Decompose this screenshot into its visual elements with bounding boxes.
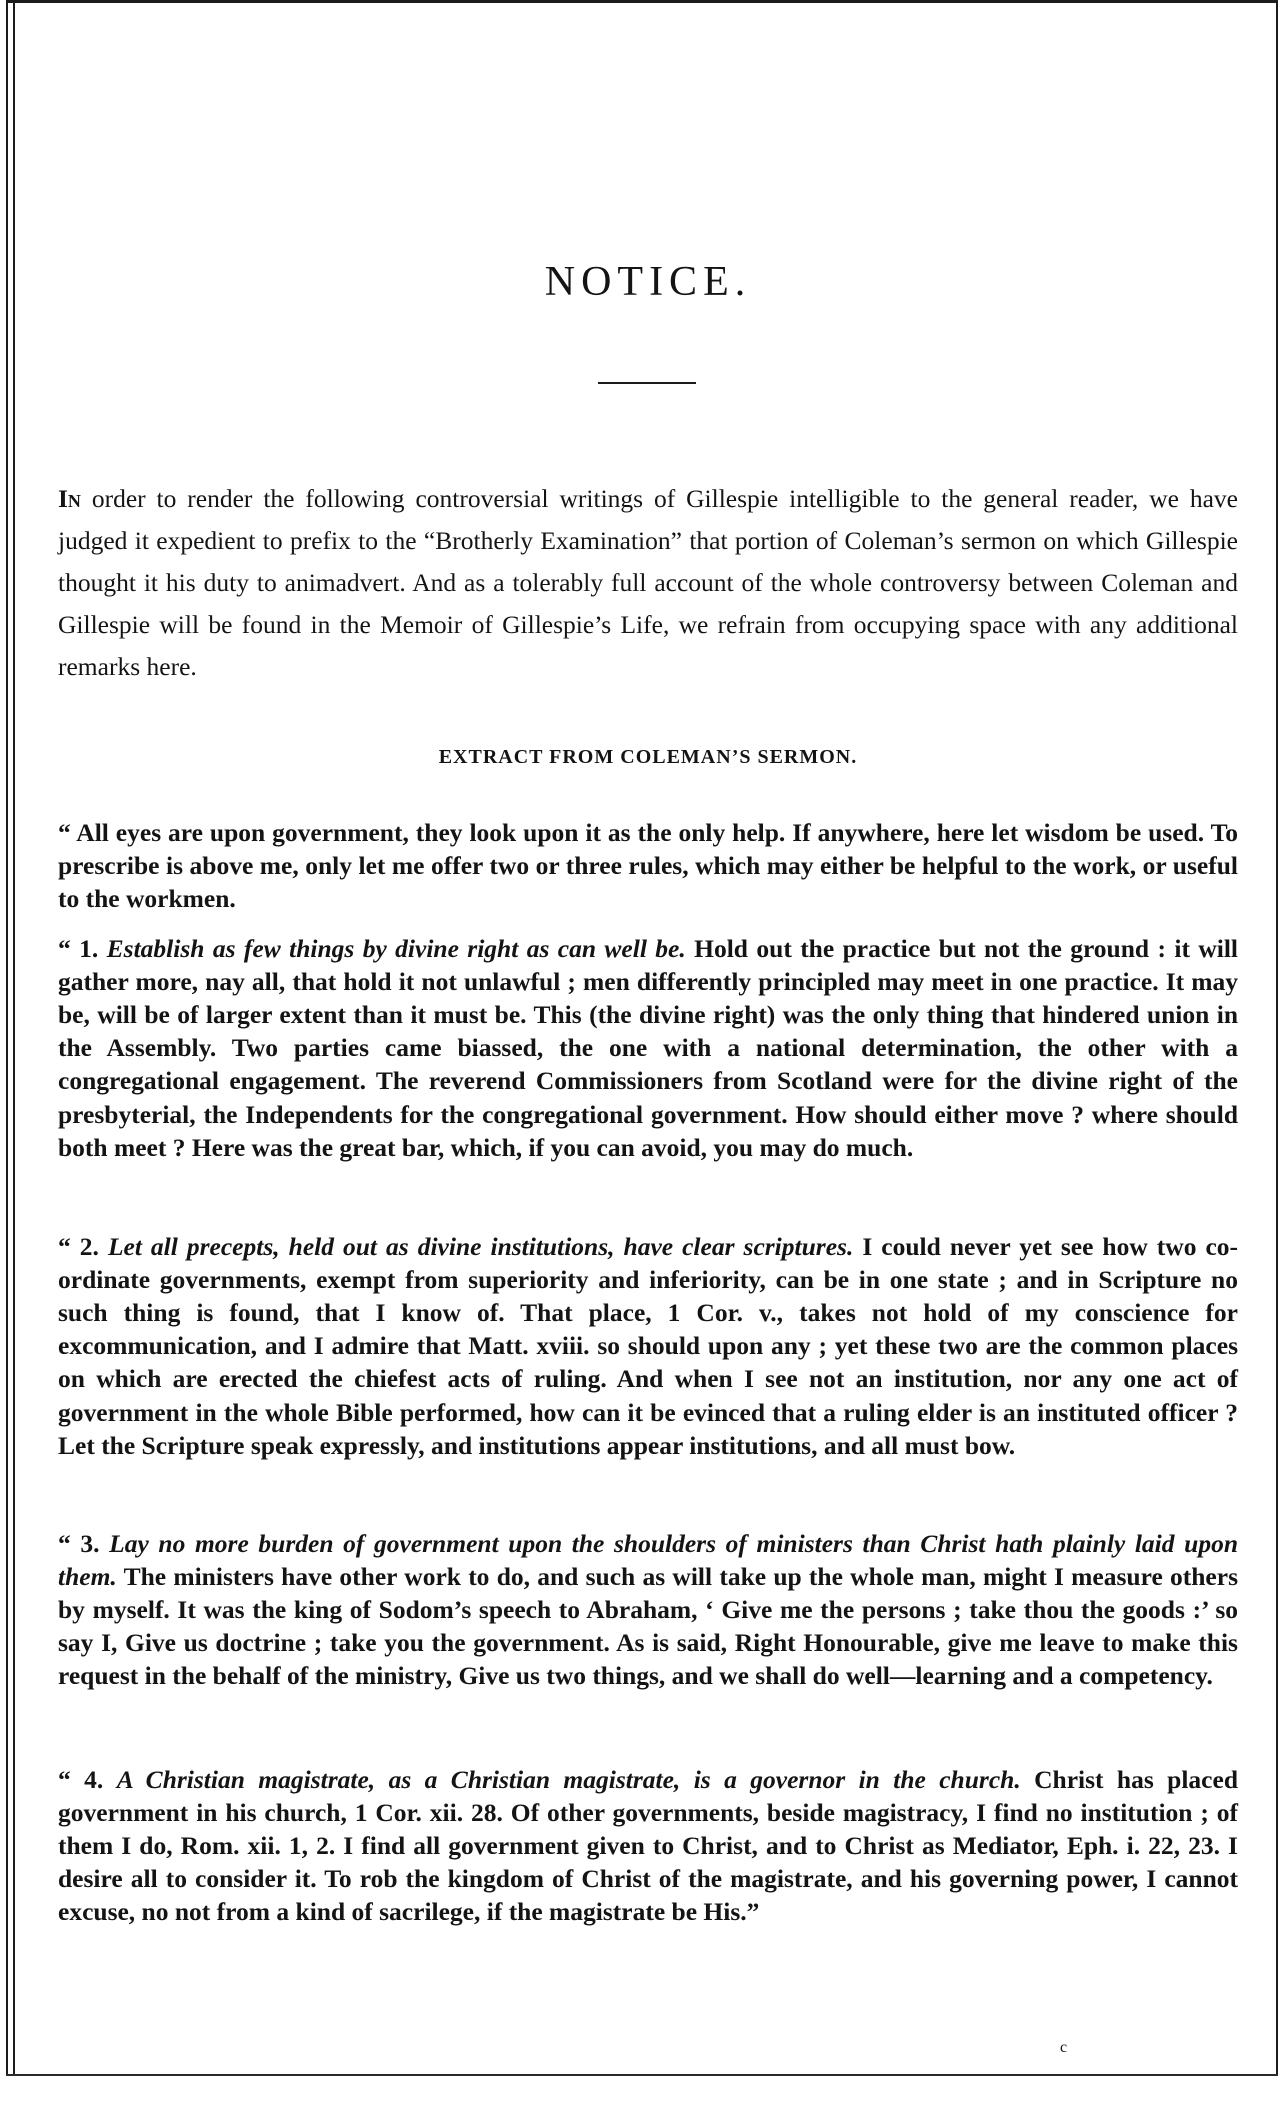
extract-rule-2	[58, 1230, 1238, 1462]
rule-number: “ 4.	[58, 1764, 104, 1794]
page-border-left-outer	[6, 0, 8, 2075]
page-border-top	[6, 0, 1278, 3]
rule-number: “ 1.	[58, 933, 99, 963]
rule-number: “ 3.	[58, 1528, 100, 1558]
extract-opening-paragraph: “ All eyes are upon government, they look upon it as the only help. If anywhere, here let wisdom be used. To prescribe is above me, only let me offer two or three rules, which may either be helpful to the work, or useful to the workmen.	[58, 817, 1238, 913]
extract-rule-4	[58, 1763, 1238, 1929]
rule-body: Hold out the practice but not the ground : it will gather more, nay all, that hold it not unlawful ; men differently principled may meet in one practice. It may be, will be of larger extent than it must be. This (the divine right) was the only thing that hindered union in the Assembly. Two parties came biassed, the one with a national determination, the other with a congregational engagement. The reverend Commissioners from Scotland were for the divine right of the presbyterial, the Independents for the congregational government. How should either move ? where should both meet ? Here was the great bar, which, if you can avoid, you may do much.	[58, 933, 1238, 1162]
rule-title: Lay no more burden of government upon the shoulders of ministers than Christ hath plainly laid upon them.	[58, 1528, 1239, 1591]
page-border-bottom	[6, 2074, 1278, 2076]
intro-text: order to render the following controversial writings of Gillespie intelligible to the general reader, we have judged it expedient to prefix to the “Brotherly Examination” that portion of Coleman’s sermon on which Gillespie thought it his duty to animadvert. And as a tolerably full account of the whole controversy between Coleman and Gillespie will be found in the Memoir of Gillespie’s Life, we refrain from occupying space with any additional remarks here.	[58, 483, 1238, 681]
extract-heading: EXTRACT FROM COLEMAN’S SERMON.	[438, 746, 858, 768]
page-border-left-inner	[13, 0, 15, 2075]
rule-title: Establish as few things by divine right as can well be.	[106, 933, 686, 963]
rule-number: “ 2.	[58, 1231, 99, 1261]
extract-rule-3	[58, 1527, 1238, 1693]
rule-body: Christ has placed government in his church, 1 Cor. xii. 28. Of other governments, beside magistracy, I find no institution ; of them I do, Rom. xii. 1, 2. I find all government given to Christ, and to Christ as Mediator, Eph. i. 22, 23. I desire all to consider it. To rob the kingdom of Christ of the magistrate, and his governing power, I cannot excuse, no not from a kind of sacrilege, if the magistrate be His.”	[58, 1764, 1239, 1927]
page-border-right	[1276, 0, 1278, 2075]
rule-title: A Christian magistrate, as a Christian magistrate, is a governor in the church.	[116, 1764, 1021, 1794]
rule-body: I could never yet see how two co-ordinate governments, exempt from superiority and inferiority, can be in one state ; and in Scripture no such thing is found, that I know of. That place, 1 Cor. v., takes not hold of my conscience for excommunication, and I admire that Matt. xviii. so should upon any ; yet these two are the common places on which are erected the chiefest acts of ruling. And when I see not an institution, nor any one act of government in the whole Bible performed, how can it be evinced that a ruling elder is an instituted officer ? Let the Scripture speak expressly, and institutions appear institutions, and all must bow.	[58, 1231, 1239, 1460]
intro-paragraph	[58, 478, 1238, 688]
page-title: NOTICE.	[544, 259, 752, 305]
rule-body: The ministers have other work to do, and such as will take up the whole man, might I measure others by myself. It was the king of Sodom’s speech to Abraham, ‘ Give me the persons ; take thou the goods :’ so say I, Give us doctrine ; take you the government. As is said, Right Honourable, give me leave to make this request in the behalf of the ministry, Give us two things, and we shall do well—learning and a competency.	[58, 1561, 1238, 1691]
title-rule	[598, 382, 696, 384]
extract-rule-1	[58, 932, 1238, 1164]
intro-lead-word: In	[58, 483, 81, 513]
signature-mark: c	[1060, 2039, 1068, 2056]
rule-title: Let all precepts, held out as divine institutions, have clear scriptures.	[107, 1231, 854, 1261]
